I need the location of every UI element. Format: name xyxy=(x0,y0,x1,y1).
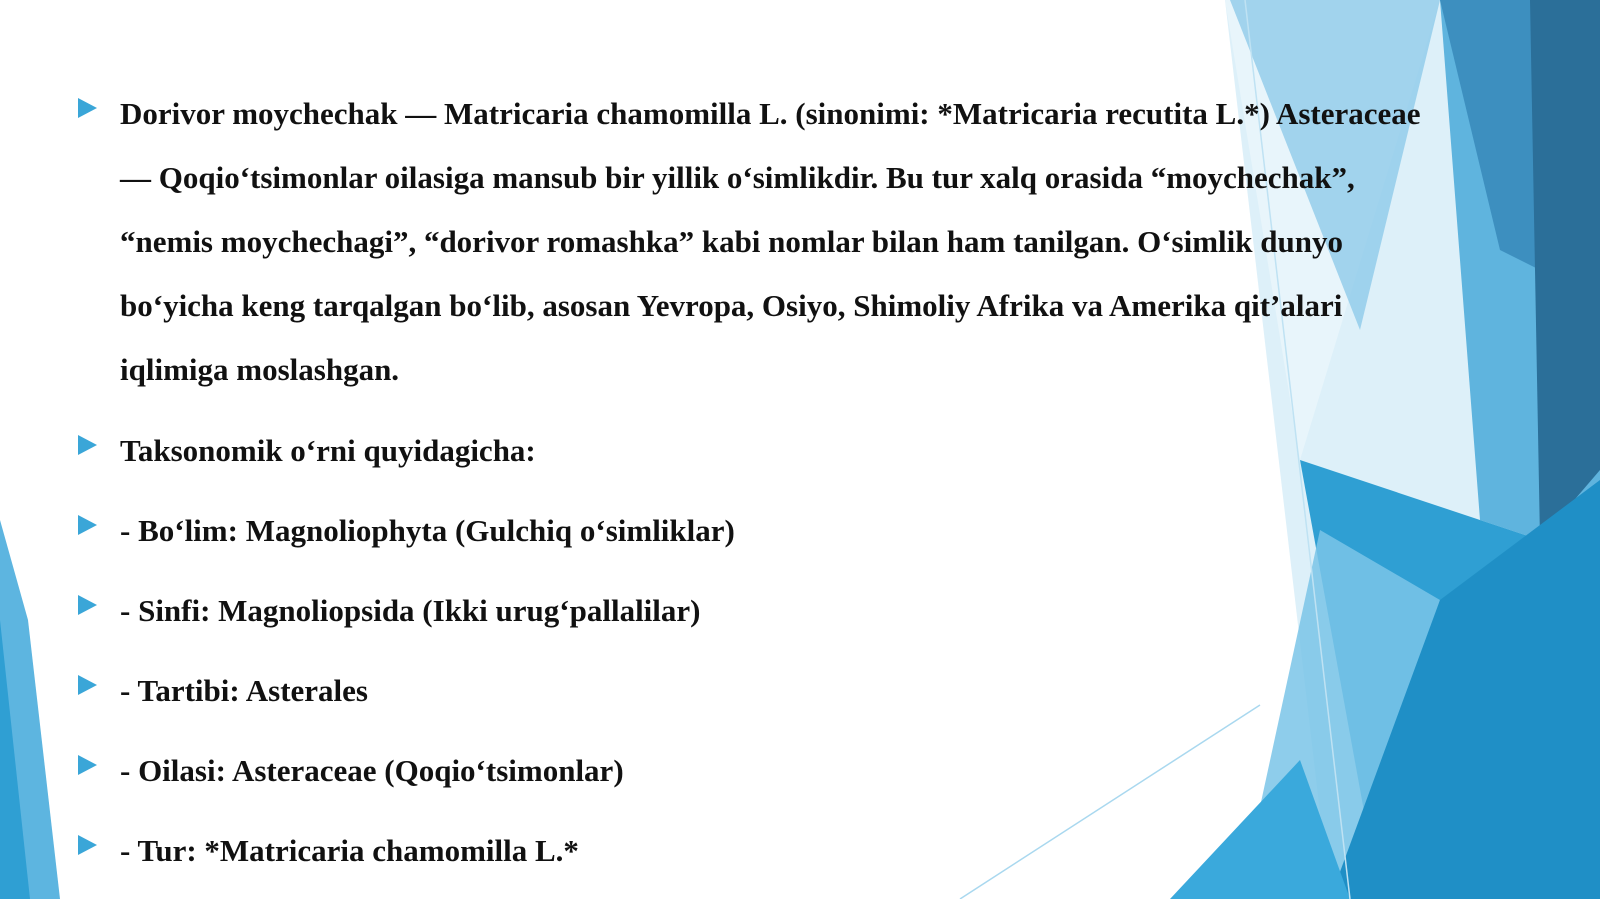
triangle-bullet-icon xyxy=(76,434,98,456)
paragraph-description: Dorivor moychechak — Matricaria chamomilla L. (sinonimi: *Matricaria recutita L.*) Asteraceae — Qoqio‘tsimonlar oilasiga mansub bir yillik o‘simlikdir. Bu tur xalq orasida “moychechak”, “nemis moychechagi”, “dorivor romashka” kabi nomlar bilan ham tanilgan. O‘simlik dunyo bo‘yicha keng tarqalgan bo‘lib, asosan Yevropa, Osiyo, Shimoliy Afrika va Amerika qit’alari iqlimiga moslashgan. xyxy=(120,96,1421,387)
list-item-species: - Tur: *Matricaria chamomilla L.* xyxy=(120,833,579,868)
triangle-bullet-icon xyxy=(76,674,98,696)
triangle-bullet-icon xyxy=(76,97,98,119)
triangle-bullet-icon xyxy=(76,754,98,776)
paragraph-taxonomy-heading: Taksonomik o‘rni quyidagicha: xyxy=(120,433,536,468)
triangle-bullet-icon xyxy=(76,514,98,536)
list-item-class: - Sinfi: Magnoliopsida (Ikki urug‘pallalilar) xyxy=(120,593,701,628)
list-item-family: - Oilasi: Asteraceae (Qoqio‘tsimonlar) xyxy=(120,753,624,788)
triangle-bullet-icon xyxy=(76,594,98,616)
list-item-order: - Tartibi: Asterales xyxy=(120,673,368,708)
list-item-division: - Bo‘lim: Magnoliophyta (Gulchiq o‘simliklar) xyxy=(120,513,735,548)
triangle-bullet-icon xyxy=(76,834,98,856)
